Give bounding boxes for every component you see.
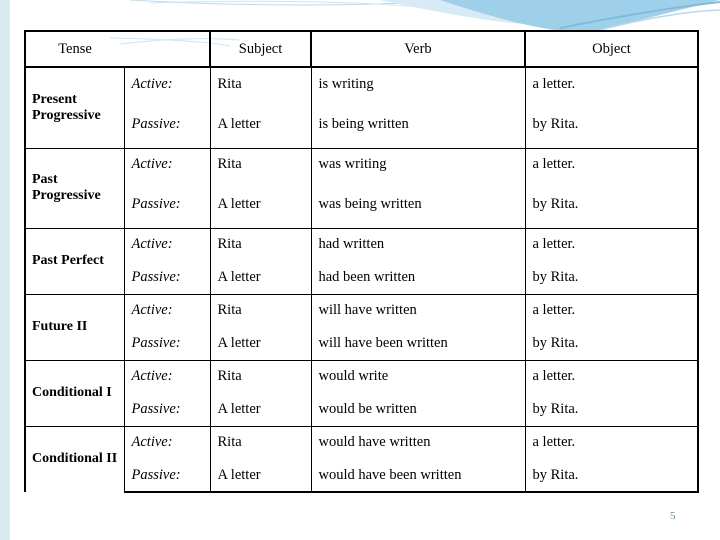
object-cell: by Rita.: [525, 180, 698, 228]
voice-label: Active:: [124, 148, 210, 180]
verb-cell: would write: [311, 360, 525, 392]
verb-cell: was being written: [311, 180, 525, 228]
tense-name: Future II: [25, 294, 124, 360]
voice-label: Active:: [124, 426, 210, 458]
table-row: [25, 294, 698, 326]
tense-name: Present Progressive: [25, 67, 124, 148]
subject-cell: Rita: [210, 148, 311, 180]
subject-cell: A letter: [210, 100, 311, 148]
table-row: [25, 228, 698, 260]
table-row: [25, 458, 698, 492]
verb-cell: is being written: [311, 100, 525, 148]
header-subject: Subject: [210, 31, 311, 67]
voice-label: Passive:: [124, 180, 210, 228]
object-cell: a letter.: [525, 360, 698, 392]
verb-cell: had written: [311, 228, 525, 260]
verb-cell: will have been written: [311, 326, 525, 360]
verb-cell: had been written: [311, 260, 525, 294]
object-cell: by Rita.: [525, 392, 698, 426]
header-object: Object: [525, 31, 698, 67]
voice-label: Active:: [124, 67, 210, 100]
subject-cell: Rita: [210, 426, 311, 458]
verb-cell: will have written: [311, 294, 525, 326]
voice-label: Passive:: [124, 326, 210, 360]
table-row: [25, 148, 698, 180]
verb-cell: would have been written: [311, 458, 525, 492]
verb-cell: would have written: [311, 426, 525, 458]
object-cell: a letter.: [525, 426, 698, 458]
voice-label: Passive:: [124, 260, 210, 294]
table-row: [25, 360, 698, 392]
voice-label: Active:: [124, 228, 210, 260]
header-verb: Verb: [311, 31, 525, 67]
object-cell: by Rita.: [525, 100, 698, 148]
tense-table: [24, 30, 699, 493]
voice-label: Active:: [124, 294, 210, 326]
subject-cell: Rita: [210, 360, 311, 392]
verb-cell: would be written: [311, 392, 525, 426]
slide-sidebar-band: [0, 0, 10, 540]
object-cell: a letter.: [525, 228, 698, 260]
object-cell: by Rita.: [525, 326, 698, 360]
subject-cell: A letter: [210, 180, 311, 228]
subject-cell: A letter: [210, 260, 311, 294]
table-row: [25, 426, 698, 458]
object-cell: by Rita.: [525, 458, 698, 492]
voice-label: Active:: [124, 360, 210, 392]
subject-cell: Rita: [210, 228, 311, 260]
table-row: [25, 326, 698, 360]
subject-cell: Rita: [210, 294, 311, 326]
object-cell: a letter.: [525, 67, 698, 100]
object-cell: by Rita.: [525, 260, 698, 294]
subject-cell: Rita: [210, 67, 311, 100]
tense-name: Conditional II: [25, 426, 124, 492]
table-row: [25, 180, 698, 228]
verb-cell: is writing: [311, 67, 525, 100]
object-cell: a letter.: [525, 148, 698, 180]
voice-label: Passive:: [124, 100, 210, 148]
voice-label: Passive:: [124, 458, 210, 492]
table-row: [25, 100, 698, 148]
subject-cell: A letter: [210, 458, 311, 492]
verb-cell: was writing: [311, 148, 525, 180]
subject-cell: A letter: [210, 392, 311, 426]
object-cell: a letter.: [525, 294, 698, 326]
tense-name: Past Perfect: [25, 228, 124, 294]
table-row: [25, 392, 698, 426]
header-tense: Tense: [25, 31, 124, 67]
header-blank: [124, 31, 210, 67]
voice-label: Passive:: [124, 392, 210, 426]
tense-name: Conditional I: [25, 360, 124, 426]
subject-cell: A letter: [210, 326, 311, 360]
page-number: 5: [670, 510, 676, 522]
tense-name: Past Progressive: [25, 148, 124, 228]
header-row: [25, 31, 698, 67]
table-row: [25, 67, 698, 100]
table-row: [25, 260, 698, 294]
